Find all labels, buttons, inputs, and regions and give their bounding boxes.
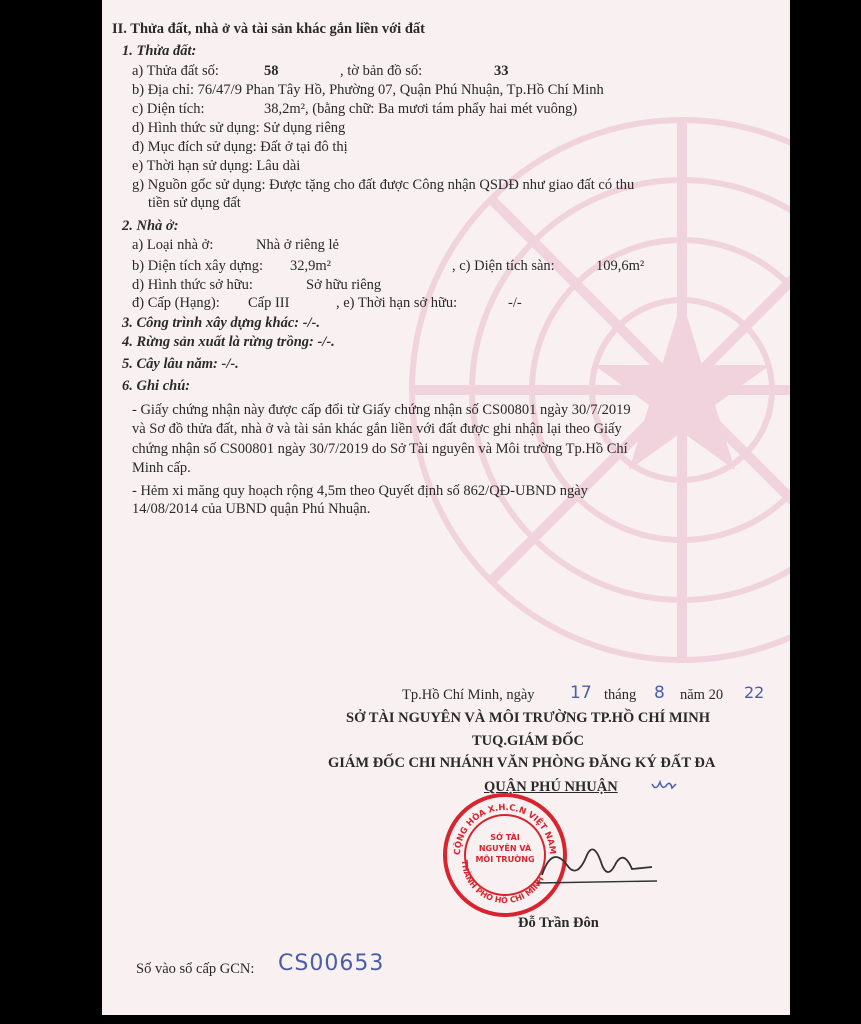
ownership-value: Sở hữu riêng [306, 277, 382, 293]
note-line: 14/08/2014 của UBND quận Phú Nhuận. [132, 501, 371, 517]
note-line: - Giấy chứng nhận này được cấp đổi từ Giấy chứng nhận số CS00801 ngày 30/7/2019 [132, 402, 631, 418]
district-office: QUẬN PHÚ NHUẬN [484, 779, 618, 795]
place-date-prefix: Tp.Hồ Chí Minh, ngày [402, 687, 535, 703]
date-year-suffix: 22 [744, 683, 765, 702]
own-term-label: , e) Thời hạn sở hữu: [336, 295, 458, 311]
perennial-trees: 5. Cây lâu năm: -/-. [122, 356, 239, 372]
floor-area-value: 109,6m² [596, 258, 645, 274]
build-area-label: b) Diện tích xây dựng: [132, 258, 264, 274]
note-line: và Sơ đồ thửa đất, nhà ở và tài sản khác gắn liền với đất được ghi nhận lại theo Giấy [132, 421, 622, 437]
map-number: 33 [494, 63, 509, 79]
land-term: e) Thời hạn sử dụng: Lâu dài [132, 158, 301, 174]
land-purpose: đ) Mục đích sử dụng: Đất ở tại đô thị [132, 139, 348, 155]
area-value: 38,2m², (bằng chữ: Ba mươi tám phẩy hai mét vuông) [264, 101, 578, 117]
grade-value: Cấp III [248, 295, 290, 311]
date-day: 17 [570, 683, 592, 703]
house-type-value: Nhà ở riêng lẻ [256, 237, 339, 253]
background-emblem [402, 40, 790, 740]
plot-label: a) Thửa đất số: [132, 63, 219, 79]
grade-label: đ) Cấp (Hạng): [132, 295, 220, 311]
section-title: II. Thửa đất, nhà ở và tài sản khác gắn liền với đất [112, 21, 425, 37]
land-origin-line2: tiền sử dụng đất [148, 195, 241, 211]
land-origin-line1: g) Nguồn gốc sử dụng: Được tặng cho đất được Công nhận QSDĐ như giao đất có thu [132, 177, 635, 193]
handwritten-signature [532, 825, 662, 895]
stamp-center-text: SỞ TÀI NGUYÊN VÀ MÔI TRƯỜNG [475, 833, 535, 864]
initials-mark [650, 778, 678, 794]
ownership-label: d) Hình thức sở hữu: [132, 277, 253, 293]
own-term-value: -/- [508, 295, 522, 311]
issuing-department: SỞ TÀI NGUYÊN VÀ MÔI TRƯỜNG TP.HỒ CHÍ MINH [346, 710, 711, 726]
certificate-page [102, 0, 790, 1015]
notes-heading: 6. Ghi chú: [122, 378, 191, 394]
build-area-value: 32,9m² [290, 258, 332, 274]
house-heading: 2. Nhà ở: [122, 218, 179, 234]
on-behalf-title: TUQ.GIÁM ĐỐC [472, 733, 584, 749]
registry-number: CS00653 [278, 951, 385, 976]
stamp-bottom-text: THÀNH PHỐ HỒ CHÍ MINH [459, 859, 546, 906]
note-line: chứng nhận số CS00801 ngày 30/7/2019 do Sở Tài nguyên và Môi trường Tp.Hồ Chí [132, 441, 628, 457]
other-works: 3. Công trình xây dựng khác: -/-. [122, 315, 321, 331]
house-type-label: a) Loại nhà ở: [132, 237, 214, 253]
registry-label: Số vào sổ cấp GCN: [136, 961, 255, 977]
note-line: - Hẻm xi măng quy hoạch rộng 4,5m theo Quyết định số 862/QĐ-UBND ngày [132, 483, 588, 499]
date-year-label: năm 20 [680, 687, 724, 703]
date-month-label: tháng [604, 687, 637, 703]
director-title: GIÁM ĐỐC CHI NHÁNH VĂN PHÒNG ĐĂNG KÝ ĐẤT ĐA [328, 755, 716, 771]
floor-area-label: , c) Diện tích sàn: [452, 258, 555, 274]
stamp-outer-text: CỘNG HÒA X.H.C.N VIỆT NAM [452, 802, 558, 856]
date-month: 8 [654, 683, 665, 703]
note-line: Minh cấp. [132, 460, 191, 476]
signer-name: Đỗ Trần Đôn [518, 915, 599, 931]
usage-form: d) Hình thức sử dụng: Sử dụng riêng [132, 120, 346, 136]
land-heading: 1. Thửa đất: [122, 43, 197, 59]
address: b) Địa chỉ: 76/47/9 Phan Tây Hồ, Phường 07, Quận Phú Nhuận, Tp.Hồ Chí Minh [132, 82, 604, 98]
plot-number: 58 [264, 63, 279, 79]
map-label: , tờ bản đồ số: [340, 63, 423, 79]
area-label: c) Diện tích: [132, 101, 205, 117]
production-forest: 4. Rừng sản xuất là rừng trồng: -/-. [122, 334, 335, 350]
